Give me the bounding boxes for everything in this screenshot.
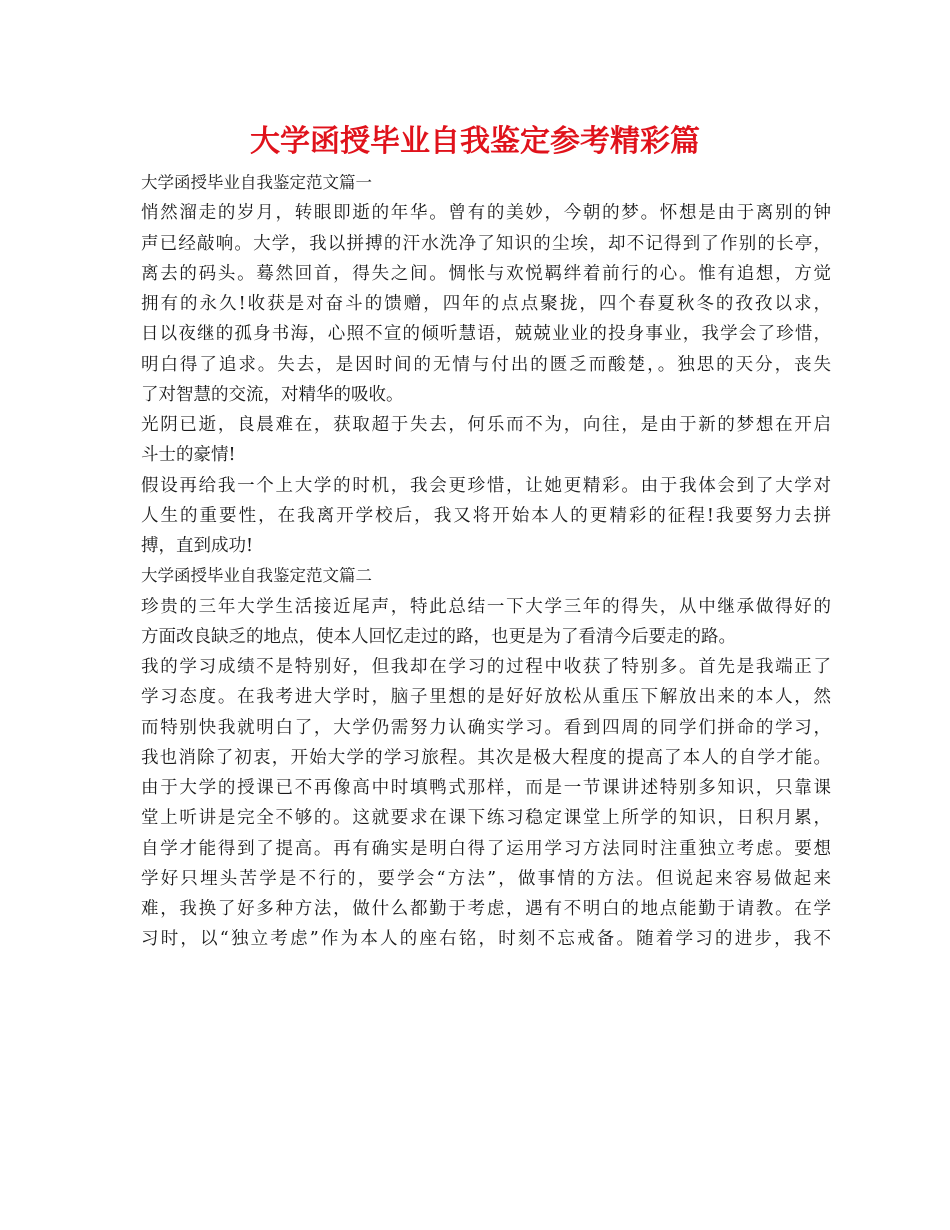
document-title: 大学函授毕业自我鉴定参考精彩篇 bbox=[250, 124, 700, 159]
text-line: 日以夜继的孤身书海，心照不宣的倾听慧语，兢兢业业的投身事业，我学会了珍惜， bbox=[141, 324, 831, 345]
text-line: 了对智慧的交流，对精华的吸收。 bbox=[141, 384, 404, 405]
text-line: 珍贵的三年大学生活接近尾声，特此总结一下大学三年的得失，从中继承做得好的 bbox=[141, 596, 831, 617]
text-line: 习时，以“独立考虑”作为本人的座右铭，时刻不忘戒备。随着学习的进步，我不 bbox=[141, 929, 831, 950]
text-line: 学习态度。在我考进大学时，脑子里想的是好好放松从重压下解放出来的本人，然 bbox=[141, 687, 831, 708]
section-heading: 大学函授毕业自我鉴定范文篇二 bbox=[141, 566, 372, 586]
section-heading: 大学函授毕业自我鉴定范文篇一 bbox=[141, 173, 372, 192]
text-line: 离去的码头。蓦然回首，得失之间。惆怅与欢悦羁绊着前行的心。惟有追想，方觉 bbox=[141, 263, 831, 284]
text-line: 声已经敲响。大学，我以拼搏的汗水洗净了知识的尘埃，却不记得到了作别的长亭， bbox=[141, 233, 831, 254]
text-line: 假设再给我一个上大学的时机，我会更珍惜，让她更精彩。由于我体会到了大学对 bbox=[141, 475, 831, 496]
text-line: 人生的重要性，在我离开学校后，我又将开始本人的更精彩的征程!我要努力去拼 bbox=[141, 505, 831, 526]
text-line: 我的学习成绩不是特别好，但我却在学习的过程中收获了特别多。首先是我端正了 bbox=[141, 657, 831, 677]
text-line: 悄然溜走的岁月，转眼即逝的年华。曾有的美妙，今朝的梦。怀想是由于离别的钟 bbox=[141, 203, 831, 224]
text-line: 我也消除了初衷，开始大学的学习旅程。其次是极大程度的提高了本人的自学才能。 bbox=[141, 747, 831, 768]
text-line: 斗士的豪情! bbox=[141, 445, 236, 466]
text-line: 拥有的永久!收获是对奋斗的馈赠，四年的点点聚拢，四个春夏秋冬的孜孜以求， bbox=[141, 294, 831, 314]
text-line: 由于大学的授课已不再像高中时填鸭式那样，而是一节课讲述特别多知识，只靠课 bbox=[141, 778, 831, 798]
document-body bbox=[141, 168, 831, 955]
text-line: 搏，直到成功! bbox=[141, 536, 254, 556]
text-line: 光阴已逝，良晨难在，获取超于失去，何乐而不为，向往，是由于新的梦想在开启 bbox=[141, 415, 831, 435]
text-line: 堂上听讲是完全不够的。这就要求在课下练习稳定课堂上所学的知识，日积月累， bbox=[141, 808, 831, 829]
text-line: 而特别快我就明白了，大学仍需努力认确实学习。看到四周的同学们拼命的学习， bbox=[141, 717, 831, 738]
text-line: 学好只埋头苦学是不行的，要学会“方法”，做事情的方法。但说起来容易做起来 bbox=[141, 868, 831, 889]
text-line: 自学才能得到了提高。再有确实是明白得了运用学习方法同时注重独立考虑。要想 bbox=[141, 838, 831, 859]
text-line: 方面改良缺乏的地点，使本人回忆走过的路，也更是为了看清今后要走的路。 bbox=[141, 626, 736, 647]
text-line: 难，我换了好多种方法，做什么都勤于考虑，遇有不明白的地点能勤于请教。在学 bbox=[141, 899, 831, 919]
text-line: 明白得了追求。失去，是因时间的无情与付出的匮乏而酸楚，。独思的天分，丧失 bbox=[141, 354, 831, 375]
